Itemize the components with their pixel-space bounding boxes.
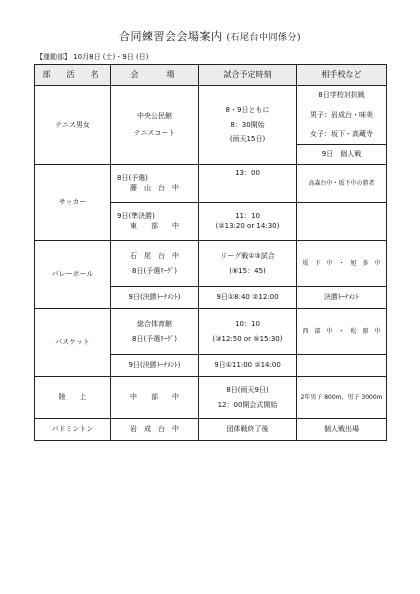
- time-line: (雨天15日): [229, 135, 266, 144]
- opp-soccer-2: [297, 203, 387, 241]
- venue-line: 石 尾 台 中: [130, 251, 179, 260]
- schedule-table: [34, 64, 387, 441]
- venue-line: 中央公民館: [137, 112, 172, 121]
- opp-line: 8日学校対抗戦: [318, 91, 365, 100]
- time-tennis: [199, 86, 297, 165]
- header-row: [35, 65, 387, 86]
- time-line: リーグ戦①③試合: [220, 251, 275, 260]
- opp-track: 2年男子 800m、男子 3000m: [297, 377, 387, 419]
- club-volleyball: バレーボール: [35, 241, 111, 309]
- time-line: 10：10: [235, 319, 260, 328]
- header-venue: 会 場: [111, 65, 199, 86]
- time-track: [199, 377, 297, 419]
- table-row: [35, 86, 387, 165]
- time-line: (③12:50 or ⑤15:30): [212, 334, 283, 343]
- table-row: [35, 419, 387, 441]
- venue-line: 8日(予選ﾘｰｸﾞ): [132, 266, 177, 275]
- opp-badminton: 個人戦出場: [297, 419, 387, 441]
- time-soccer-1: 13：00: [199, 165, 297, 203]
- table-row: [35, 309, 387, 355]
- page-title: [0, 28, 420, 44]
- time-basketball-2: 9日①11:00 ②14:00: [199, 355, 297, 377]
- venue-soccer-1: [111, 165, 199, 203]
- time-line: 12：00開会式開始: [217, 400, 278, 409]
- title-main: 合同練習会会場案内: [118, 30, 223, 43]
- opp-basketball-2: [297, 355, 387, 377]
- venue-line: 藤 山 台 中: [130, 184, 179, 192]
- time-line: 8・9日ともに: [225, 105, 270, 114]
- opp-line: 女子：坂下・高蔵寺: [310, 129, 373, 138]
- venue-volleyball-2: 9日(決勝ﾄｰﾅﾒﾝﾄ): [111, 287, 199, 309]
- opp-volleyball-2: 決勝ﾄｰﾅﾒﾝﾄ: [297, 287, 387, 309]
- club-tennis: テニス男女: [35, 86, 111, 165]
- venue-tennis: [111, 86, 199, 165]
- club-basketball: バスケット: [35, 309, 111, 377]
- opp-tennis-top: [297, 86, 386, 144]
- club-track: 陸 上: [35, 377, 111, 419]
- time-line: (⑧15：45): [229, 266, 266, 275]
- time-basketball-1: [199, 309, 297, 355]
- header-opponent: 相手校など: [297, 65, 387, 86]
- venue-line: 8日(予選ﾘｰｸﾞ): [132, 334, 177, 343]
- club-badminton: バドミントン: [35, 419, 111, 441]
- time-volleyball-2: 9日①8:40 ②12:00: [199, 287, 297, 309]
- venue-volleyball-1: [111, 241, 199, 287]
- time-soccer-2: [199, 203, 297, 241]
- venue-badminton: 岩 成 台 中: [111, 419, 199, 441]
- opp-basketball-1: 西 部 中 ・ 松 原 中: [297, 309, 387, 355]
- venue-line: テニスコート: [133, 129, 176, 137]
- venue-line: 東 部 中: [130, 222, 179, 230]
- venue-basketball-1: [111, 309, 199, 355]
- time-line: 8：30開始: [230, 120, 265, 129]
- time-line: 11：10: [235, 212, 260, 221]
- table-row: [35, 165, 387, 203]
- opp-soccer-1: 高森台中・坂下中の勝者: [297, 165, 387, 203]
- header-club: 部 活 名: [35, 65, 111, 86]
- opp-line: 9日 個人戦: [297, 144, 386, 164]
- opp-line: 男子：岩成台・味美: [310, 110, 373, 119]
- venue-line: 8日(予選): [117, 174, 148, 183]
- header-time: 試合予定時刻: [199, 65, 297, 86]
- opp-tennis: [297, 86, 387, 165]
- time-badminton: 団体戦終了後: [199, 419, 297, 441]
- table-row: [35, 241, 387, 287]
- venue-track: 中 部 中: [111, 377, 199, 419]
- time-volleyball-1: [199, 241, 297, 287]
- title-subtitle: (石尾台中同係分): [226, 33, 302, 43]
- venue-line: 総合体育館: [137, 319, 172, 328]
- club-soccer: サッカー: [35, 165, 111, 241]
- venue-basketball-2: 9日(決勝ﾄｰﾅﾒﾝﾄ): [111, 355, 199, 377]
- opp-volleyball-1: 坂 下 中 ・ 旭 多 中: [297, 241, 387, 287]
- section-label: 【運動部】 10月8日 (土)・9日 (日): [36, 53, 149, 61]
- table-row: [35, 377, 387, 419]
- time-line: 8日(雨天9日): [226, 385, 269, 394]
- venue-line: 9日(準決勝): [117, 212, 155, 221]
- time-line: (②13:20 or 14:30): [215, 222, 280, 230]
- venue-soccer-2: [111, 203, 199, 241]
